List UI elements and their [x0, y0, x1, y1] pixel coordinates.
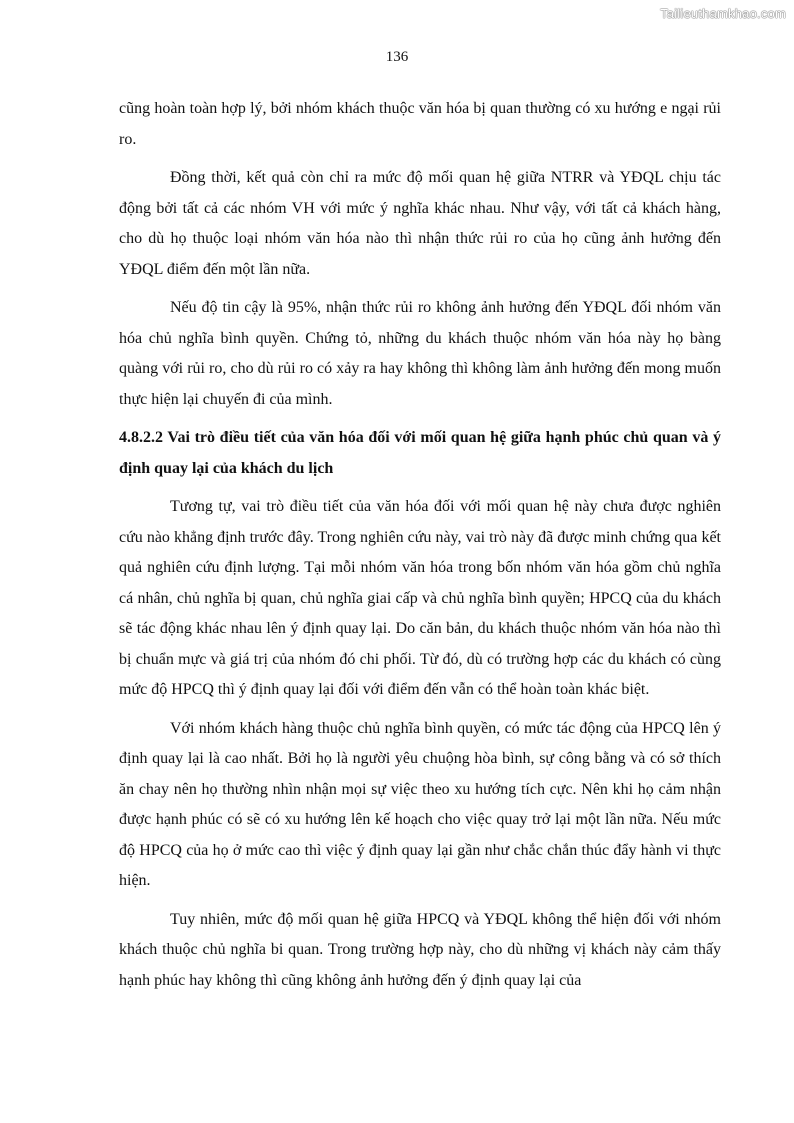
paragraph: Tương tự, vai trò điều tiết của văn hóa đối với mối quan hệ này chưa được nghiên cứu nào khẳng định trước đây. Trong nghiên cứu này, vai trò này đã được minh chứng qua kết quả nghiên cứu định lượng. Tại mỗi nhóm văn hóa trong bốn nhóm văn hóa gồm chủ nghĩa cá nhân, chủ nghĩa bị quan, chủ nghĩa giai cấp và chủ nghĩa bình quyền; HPCQ của du khách sẽ tác động khác nhau lên ý định quay lại. Do căn bản, du khách thuộc nhóm văn hóa nào thì bị chuẩn mực và giá trị của nhóm đó chi phối. Từ đó, dù có trường hợp các du khách có cùng mức độ HPCQ thì ý định quay lại đối với điểm đến vẫn có thể hoàn toàn khác biệt. [119, 498, 721, 698]
page-number: 136 [385, 49, 409, 65]
section-heading: 4.8.2.2 Vai trò điều tiết của văn hóa đối với mối quan hệ giữa hạnh phúc chủ quan và ý định quay lại của khách du lịch [119, 429, 721, 477]
watermark-text: Tailieuthamkhao.com [660, 6, 786, 21]
paragraph-continued: cũng hoàn toàn hợp lý, bởi nhóm khách thuộc văn hóa bị quan thường có xu hướng e ngại rủi ro. [119, 100, 721, 148]
document-body [119, 94, 721, 1004]
paragraph: Nếu độ tin cậy là 95%, nhận thức rủi ro không ảnh hưởng đến YĐQL đối nhóm văn hóa chủ nghĩa bình quyền. Chứng tỏ, những du khách thuộc nhóm văn hóa này họ bàng quàng với rủi ro, cho dù rủi ro có xảy ra hay không thì không làm ảnh hưởng đến mong muốn thực hiện lại chuyến đi của mình. [119, 299, 721, 408]
paragraph: Đồng thời, kết quả còn chỉ ra mức độ mối quan hệ giữa NTRR và YĐQL chịu tác động bởi tất cả các nhóm VH với mức ý nghĩa khác nhau. Như vậy, với tất cả khách hàng, cho dù họ thuộc loại nhóm văn hóa nào thì nhận thức rủi ro của họ cũng ảnh hưởng đến YĐQL điểm đến một lần nữa. [119, 169, 721, 278]
paragraph: Tuy nhiên, mức độ mối quan hệ giữa HPCQ và YĐQL không thể hiện đối với nhóm khách thuộc chủ nghĩa bi quan. Trong trường hợp này, cho dù những vị khách này cảm thấy hạnh phúc hay không thì cũng không ảnh hưởng đến ý định quay lại của [119, 910, 721, 989]
paragraph: Với nhóm khách hàng thuộc chủ nghĩa bình quyền, có mức tác động của HPCQ lên ý định quay lại là cao nhất. Bởi họ là người yêu chuộng hòa bình, sự công bằng và có sở thích ăn chay nên họ thường nhìn nhận mọi sự việc theo xu hướng tích cực. Nên khi họ cảm nhận được hạnh phúc có sẽ có xu hướng lên kế hoạch cho việc quay trở lại một lần nữa. Nếu mức độ HPCQ của họ ở mức cao thì việc ý định quay lại gần như chắc chắn thúc đẩy hành vi thực hiện. [119, 719, 721, 889]
